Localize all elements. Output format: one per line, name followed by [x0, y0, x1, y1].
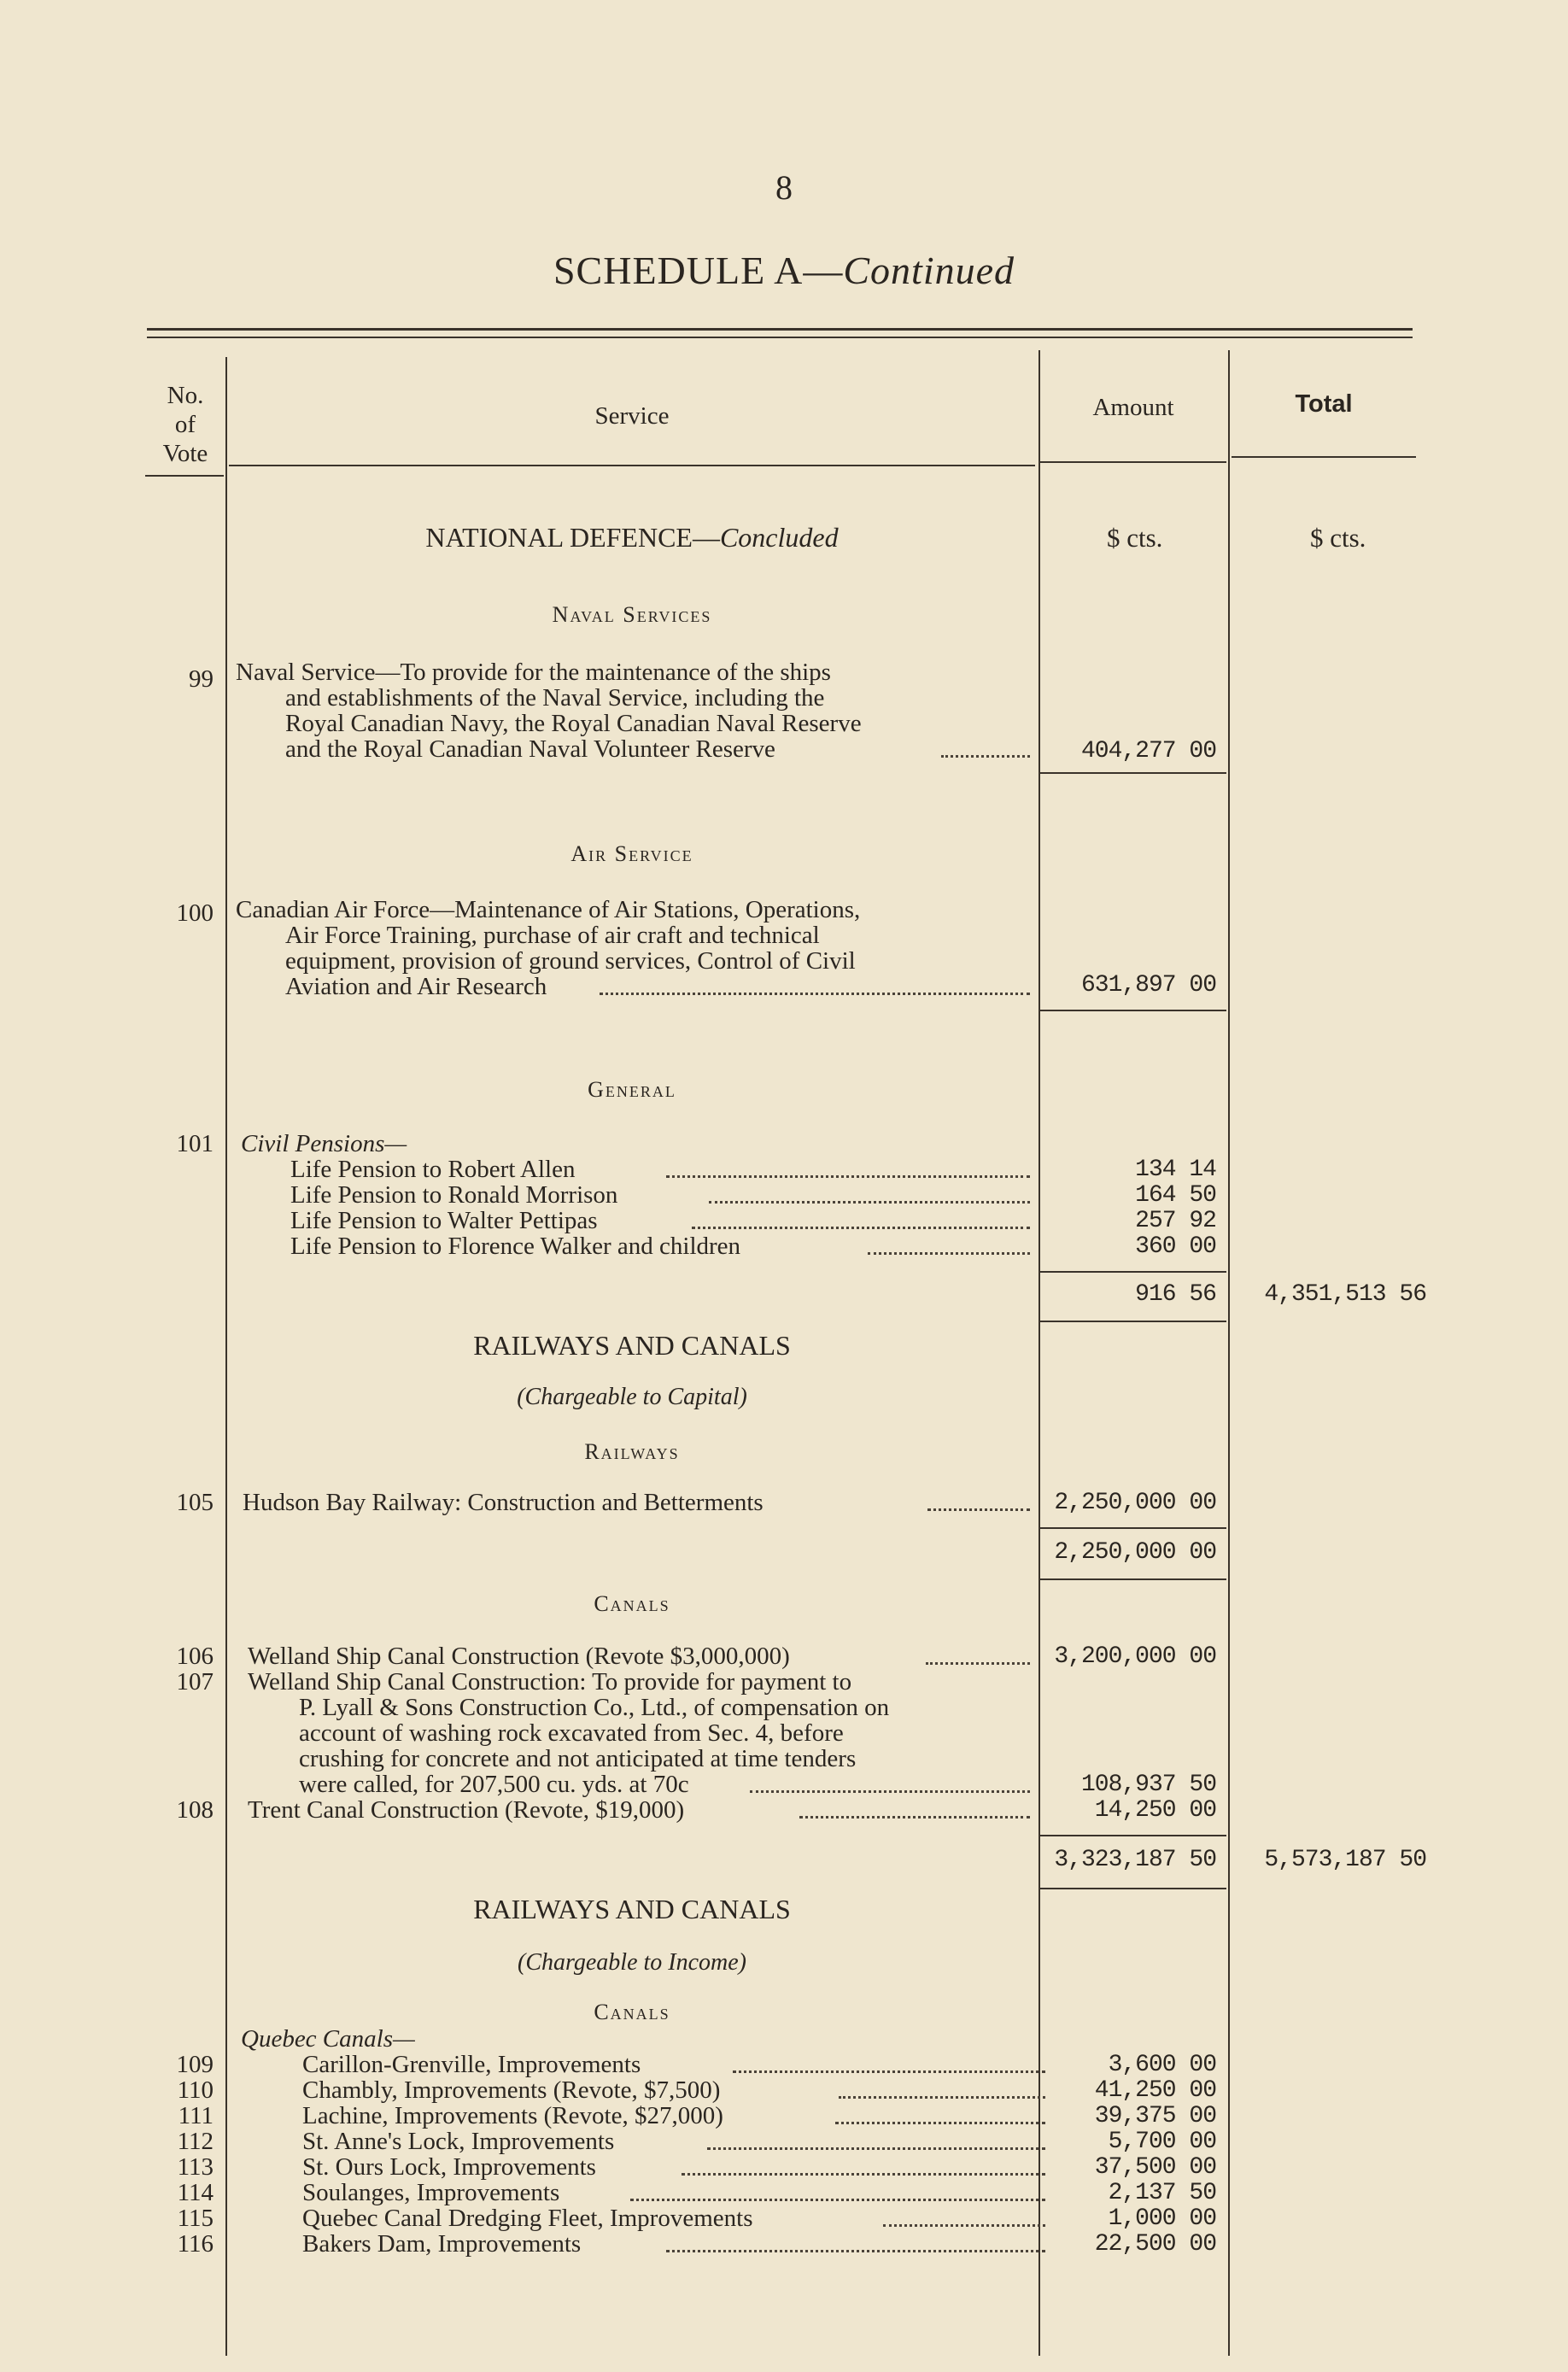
- vote-107-line: account of washing rock excavated from Sec. 4, before: [299, 1719, 844, 1747]
- subtotal-value: 2,250,000 00: [1054, 1539, 1216, 1566]
- section-canals: Canals: [594, 2000, 670, 2024]
- leader-dots: [750, 1790, 1030, 1793]
- header-rule-total: [1232, 456, 1416, 458]
- column-rule-2: [1039, 350, 1040, 2356]
- vote-99-line: and the Royal Canadian Naval Volunteer Reserve: [285, 735, 775, 763]
- page-title: SCHEDULE A—Continued: [553, 249, 1015, 292]
- pension-label: Life Pension to Florence Walker and children: [290, 1233, 741, 1260]
- amount-value: 41,250 00: [1094, 2077, 1216, 2104]
- top-rule: [147, 328, 1413, 331]
- vote-number: 101: [176, 1130, 214, 1157]
- subtotal-rule: [1040, 1527, 1226, 1529]
- header-rule-vote: [145, 475, 224, 477]
- header-amount: Amount: [1092, 394, 1174, 421]
- section-railways-canals-capital: RAILWAYS AND CANALS: [473, 1330, 791, 1361]
- amount-value: 257 92: [1135, 1208, 1216, 1234]
- leader-dots: [630, 2199, 1045, 2201]
- column-rule-3: [1228, 350, 1230, 2356]
- section-railways-canals-income: RAILWAYS AND CANALS: [473, 1894, 791, 1924]
- vote-number: 100: [176, 899, 214, 927]
- vote-number: 106: [176, 1643, 214, 1670]
- amount-value: 3,200,000 00: [1054, 1643, 1216, 1670]
- leader-dots: [799, 1816, 1030, 1819]
- vote-99-line: Naval Service—To provide for the maintenance of the ships: [236, 659, 831, 686]
- leader-dots: [835, 2122, 1045, 2124]
- canal-item-label: Soulanges, Improvements: [302, 2179, 560, 2206]
- amount-value: 5,700 00: [1108, 2129, 1216, 2155]
- section-air: Air Service: [570, 841, 693, 866]
- vote-99-line: and establishments of the Naval Service, including the: [285, 684, 825, 712]
- vote-100-line: Aviation and Air Research: [285, 973, 547, 1000]
- subtotal-rule: [1040, 1835, 1226, 1836]
- vote-number: 110: [177, 2076, 214, 2104]
- vote-number: 99: [189, 665, 214, 693]
- canal-item-label: Bakers Dam, Improvements: [302, 2230, 582, 2258]
- leader-dots: [692, 1227, 1030, 1229]
- pension-label: Life Pension to Robert Allen: [290, 1156, 576, 1183]
- leader-dots: [941, 755, 1030, 758]
- canal-item-label: St. Anne's Lock, Improvements: [302, 2128, 615, 2155]
- amount-value: 1,000 00: [1108, 2205, 1216, 2232]
- vote-100-line: equipment, provision of ground services, Control of Civil: [285, 947, 856, 975]
- vote-107-line: P. Lyall & Sons Construction Co., Ltd., of compensation on: [299, 1694, 890, 1721]
- vote-106-label: Welland Ship Canal Construction (Revote $3,000,000): [248, 1643, 790, 1670]
- section-canals: Canals: [594, 1591, 670, 1616]
- quebec-canals-heading: Quebec Canals—: [241, 2025, 415, 2053]
- subtotal-rule: [1040, 1271, 1226, 1273]
- header-total: Total: [1295, 390, 1353, 418]
- section-subtitle: (Chargeable to Income): [518, 1949, 746, 1976]
- canal-item-label: Lachine, Improvements (Revote, $27,000): [302, 2102, 723, 2129]
- amount-rule: [1040, 1888, 1226, 1889]
- section-general: General: [588, 1077, 676, 1102]
- amount-units: $ cts.: [1107, 523, 1163, 553]
- leader-dots: [883, 2224, 1045, 2227]
- pension-label: Life Pension to Walter Pettipas: [290, 1207, 598, 1234]
- vote-100-line: Air Force Training, purchase of air craft and technical: [285, 922, 820, 949]
- leader-dots: [682, 2173, 1045, 2176]
- vote-108-label: Trent Canal Construction (Revote, $19,000): [248, 1796, 685, 1824]
- vote-number: 114: [177, 2179, 214, 2206]
- section-naval: Naval Services: [552, 602, 712, 627]
- leader-dots: [733, 2070, 1045, 2073]
- vote-107-line: crushing for concrete and not anticipated at time tenders: [299, 1745, 857, 1772]
- total-value: 5,573,187 50: [1264, 1847, 1426, 1873]
- amount-value: 39,375 00: [1094, 2103, 1216, 2129]
- civil-pensions-heading: Civil Pensions—: [241, 1130, 407, 1157]
- vote-number: 116: [177, 2230, 214, 2258]
- amount-rule: [1040, 772, 1226, 774]
- vote-107-line: Welland Ship Canal Construction: To provide for payment to: [248, 1668, 852, 1696]
- amount-value: 108,937 50: [1080, 1772, 1216, 1798]
- pension-label: Life Pension to Ronald Morrison: [290, 1181, 618, 1209]
- amount-value: 37,500 00: [1094, 2154, 1216, 2181]
- amount-value: 164 50: [1135, 1182, 1216, 1209]
- leader-dots: [666, 2250, 1045, 2252]
- vote-number: 112: [177, 2128, 214, 2155]
- leader-dots: [666, 1175, 1030, 1178]
- header-service: Service: [594, 402, 670, 430]
- leader-dots: [868, 1252, 1030, 1255]
- amount-value: 22,500 00: [1094, 2231, 1216, 2258]
- amount-value: 631,897 00: [1080, 972, 1216, 999]
- amount-value: 360 00: [1135, 1233, 1216, 1260]
- total-units: $ cts.: [1310, 523, 1366, 553]
- header-vote: No. of Vote: [162, 382, 208, 467]
- header-rule-service: [229, 465, 1035, 466]
- vote-number: 115: [177, 2205, 214, 2232]
- leader-dots: [709, 1201, 1030, 1204]
- subtotal-value: 916 56: [1135, 1281, 1216, 1308]
- leader-dots: [926, 1662, 1030, 1665]
- subtotal-value: 3,323,187 50: [1054, 1847, 1216, 1873]
- vote-99-line: Royal Canadian Navy, the Royal Canadian Naval Reserve: [285, 710, 862, 737]
- amount-rule: [1040, 1010, 1226, 1011]
- vote-number: 111: [178, 2102, 214, 2129]
- amount-value: 2,137 50: [1108, 2180, 1216, 2206]
- section-national-defence: NATIONAL DEFENCE—Concluded: [425, 522, 839, 553]
- leader-dots: [600, 993, 1030, 995]
- page-number: 8: [775, 168, 793, 207]
- vote-number: 107: [176, 1668, 214, 1696]
- vote-number: 105: [176, 1489, 214, 1516]
- amount-value: 14,250 00: [1094, 1797, 1216, 1824]
- section-railways: Railways: [584, 1439, 680, 1464]
- top-rule-thin: [147, 337, 1413, 338]
- section-subtitle: (Chargeable to Capital): [517, 1384, 747, 1410]
- vote-number: 108: [176, 1796, 214, 1824]
- vote-number: 113: [177, 2153, 214, 2181]
- vote-100-line: Canadian Air Force—Maintenance of Air Stations, Operations,: [236, 896, 861, 923]
- total-value: 4,351,513 56: [1264, 1281, 1426, 1308]
- amount-value: 404,277 00: [1080, 738, 1216, 764]
- amount-value: 134 14: [1135, 1157, 1216, 1183]
- amount-rule: [1040, 1578, 1226, 1580]
- amount-value: 3,600 00: [1108, 2052, 1216, 2078]
- header-rule-amount: [1040, 461, 1226, 463]
- amount-rule: [1040, 1321, 1226, 1322]
- vote-number: 109: [176, 2051, 214, 2078]
- vote-107-line: were called, for 207,500 cu. yds. at 70c: [299, 1771, 689, 1798]
- leader-dots: [839, 2096, 1045, 2099]
- vote-105-label: Hudson Bay Railway: Construction and Betterments: [243, 1489, 764, 1516]
- leader-dots: [707, 2147, 1045, 2150]
- canal-item-label: Carillon-Grenville, Improvements: [302, 2051, 641, 2078]
- amount-value: 2,250,000 00: [1054, 1490, 1216, 1516]
- column-rule-1: [225, 357, 227, 2356]
- canal-item-label: St. Ours Lock, Improvements: [302, 2153, 596, 2181]
- leader-dots: [927, 1508, 1030, 1511]
- canal-item-label: Quebec Canal Dredging Fleet, Improvements: [302, 2205, 753, 2232]
- canal-item-label: Chambly, Improvements (Revote, $7,500): [302, 2076, 721, 2104]
